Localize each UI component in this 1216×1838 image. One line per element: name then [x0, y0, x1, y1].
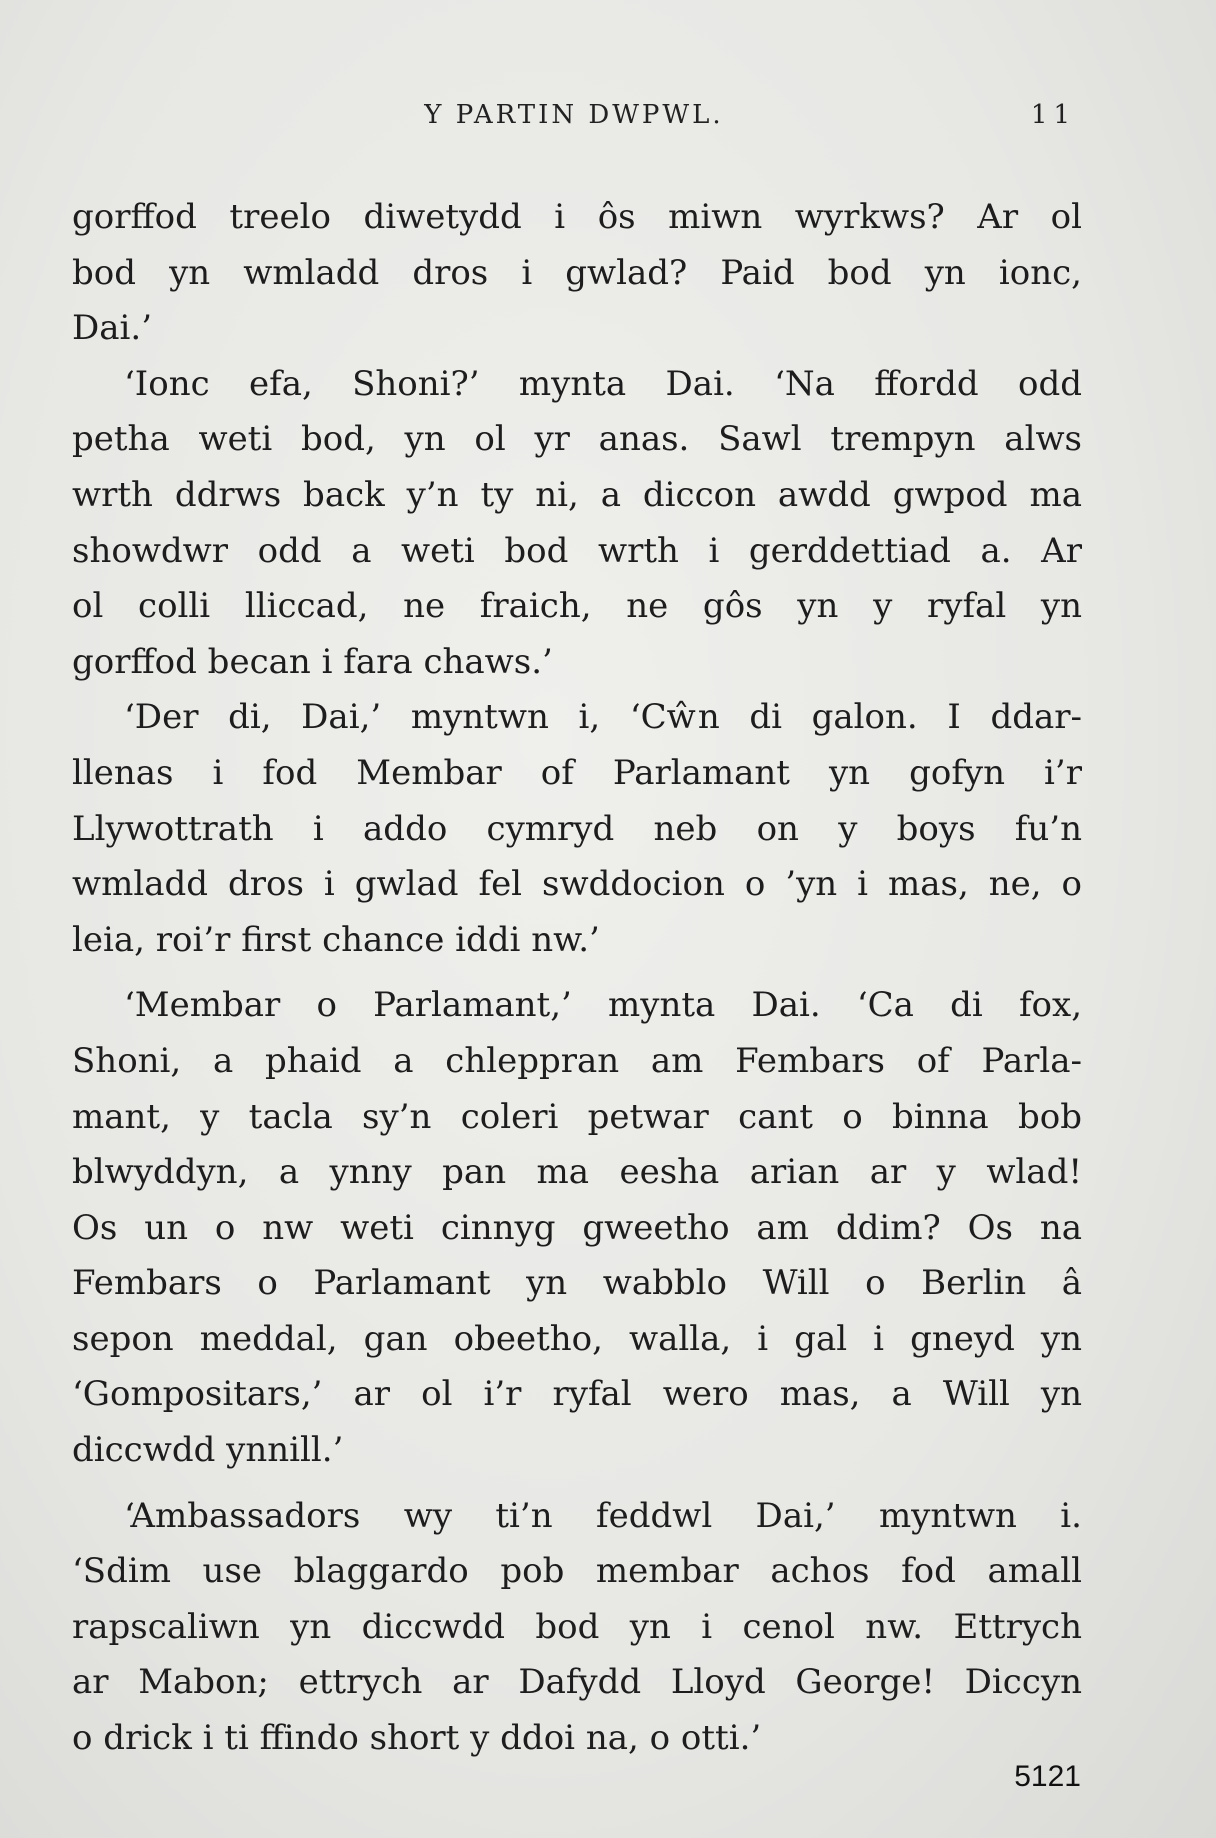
body-text	[72, 190, 1082, 1767]
text-line: bod yn wmladd dros i gwlad? Paid bod yn ionc,	[72, 252, 1082, 293]
text-line: wmladd dros i gwlad fel swddocion o ’yn i mas, ne, o	[72, 864, 1082, 905]
text-line: ‘Sdim use blaggardo pob membar achos fod amall	[72, 1551, 1082, 1592]
text-line: Fembars o Parlamant yn wabblo Will o Berlin â	[72, 1263, 1082, 1304]
text-line: showdwr odd a weti bod wrth i gerddettiad a. Ar	[72, 530, 1082, 571]
text-line: ‘Membar o Parlamant,’ mynta Dai. ‘Ca di fox,	[124, 985, 1082, 1026]
text-line: wrth ddrws back y’n ty ni, a diccon awdd gwpod ma	[72, 474, 1082, 515]
text-line: diccwdd ynnill.’	[72, 1430, 344, 1471]
text-line: gorffod becan i fara chaws.’	[72, 641, 553, 682]
text-line: sepon meddal, gan obeetho, walla, i gal i gneyd yn	[72, 1318, 1082, 1359]
page-number: 11	[1030, 100, 1076, 130]
text-line: ‘Ambassadors wy ti’n feddwl Dai,’ myntwn i.	[124, 1495, 1082, 1536]
catalog-number: 5121	[1014, 1760, 1081, 1793]
page-header	[72, 100, 1076, 140]
text-line: ar Mabon; ettrych ar Dafydd Lloyd George! Diccyn	[72, 1662, 1082, 1703]
text-line: Llywottrath i addo cymryd neb on y boys fu’n	[72, 808, 1082, 849]
text-line: Shoni, a phaid a chleppran am Fembars of Parla-	[72, 1040, 1082, 1081]
text-line: blwyddyn, a ynny pan ma eesha arian ar y wlad!	[72, 1152, 1082, 1193]
text-line: ‘Ionc efa, Shoni?’ mynta Dai. ‘Na ffordd odd	[124, 363, 1082, 404]
text-line: ‘Gompositars,’ ar ol i’r ryfal wero mas, a Will yn	[72, 1374, 1082, 1415]
text-line: ol colli lliccad, ne fraich, ne gôs yn y ryfal yn	[72, 586, 1082, 627]
text-line: petha weti bod, yn ol yr anas. Sawl trempyn alws	[72, 419, 1082, 460]
text-line: Os un o nw weti cinnyg gweetho am ddim? Os na	[72, 1207, 1082, 1248]
running-title: Y PARTIN DWPWL.	[424, 100, 724, 130]
text-line: ‘Der di, Dai,’ myntwn i, ‘Cŵn di galon. I ddar-	[124, 697, 1082, 738]
text-line: rapscaliwn yn diccwdd bod yn i cenol nw. Ettrych	[72, 1606, 1082, 1647]
text-line: llenas i fod Membar of Parlamant yn gofyn i’r	[72, 752, 1082, 793]
text-line: o drick i ti ffindo short y ddoi na, o otti.’	[72, 1718, 762, 1759]
text-line: gorffod treelo diwetydd i ôs miwn wyrkws? Ar ol	[72, 197, 1082, 237]
text-line: leia, roi’r first chance iddi nw.’	[72, 919, 600, 960]
text-line: mant, y tacla sy’n coleri petwar cant o binna bob	[72, 1096, 1082, 1137]
text-line: Dai.’	[72, 308, 153, 349]
